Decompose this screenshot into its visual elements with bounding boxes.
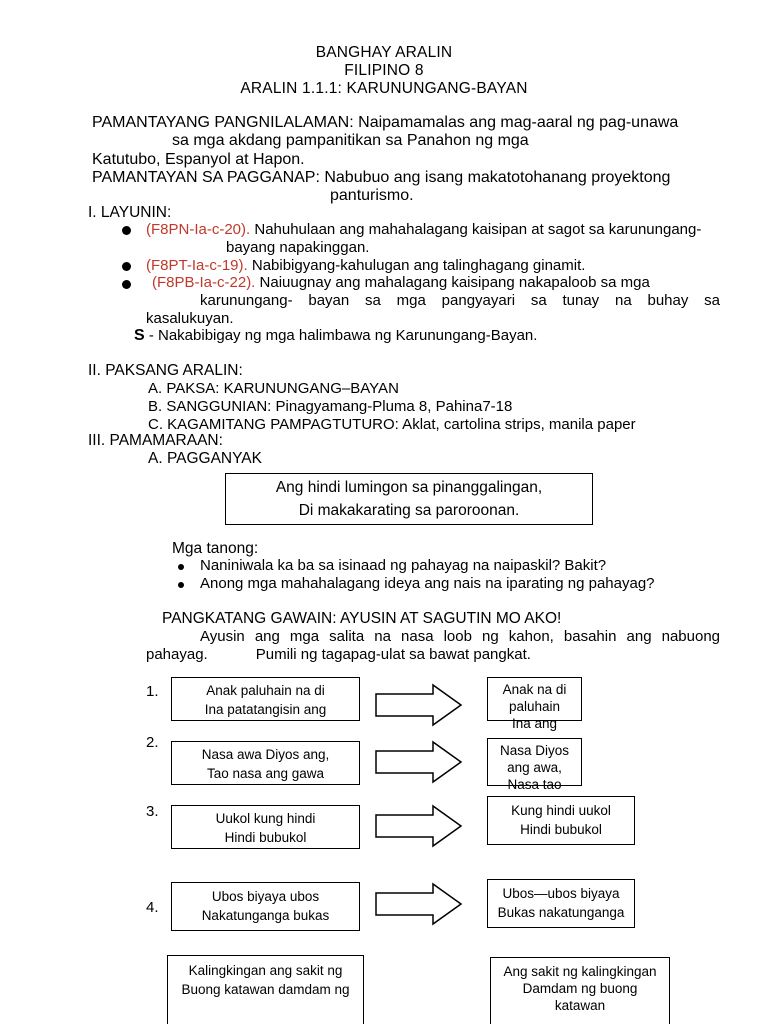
activity-instruction-line2 (146, 646, 531, 663)
objective-s (134, 327, 537, 345)
row-5-scrambled-box (167, 955, 364, 1024)
row-4-answer-box (487, 879, 635, 928)
row-3-scrambled-box (171, 805, 360, 849)
row-5-scrambled-line1: Kalingkingan ang sakit ng (188, 963, 343, 978)
row-3-answer-box (487, 796, 635, 845)
activity-instruction-part2: Pumili ng tagapag-ulat sa bawat pangkat. (255, 646, 531, 663)
row-5-answer-line2: Damdam ng buong (522, 981, 638, 996)
doc-lesson: ARALIN 1.1.1: KARUNUNGANG-BAYAN (240, 80, 528, 97)
activity-heading: PANGKATANG GAWAIN: AYUSIN AT SAGUTIN MO AKO! (162, 610, 562, 627)
row-5-answer-box (490, 957, 670, 1024)
row-3-answer-line2: Hindi bubukol (520, 822, 602, 837)
procedure-heading: III. PAMAMARAAN: (88, 432, 223, 449)
doc-title: BANGHAY ARALIN (315, 44, 453, 61)
subject-item-a: A. PAKSA: KARUNUNGANG–BAYAN (148, 380, 399, 397)
objective-3-text: Naiuugnay ang mahalagang kaisipang nakapaloob sa mga (255, 274, 650, 291)
subject-item-b: B. SANGGUNIAN: Pinagyamang-Pluma 8, Pahina7-18 (148, 398, 513, 415)
right-arrow-icon (375, 684, 463, 726)
quote-box (225, 473, 593, 525)
row-1-answer-line2: paluhain (508, 699, 561, 714)
quote-line2: Di makakarating sa paroroonan. (298, 502, 520, 519)
row-1-number: 1. (146, 683, 159, 700)
row-5-answer-line3: katawan (554, 998, 606, 1013)
row-2-answer-line2: ang awa, (507, 760, 562, 775)
row-4-number: 4. (146, 899, 159, 916)
row-1-scrambled-line1: Anak paluhain na di (206, 683, 325, 698)
performance-standard-label: PAMANTAYAN SA PAGGANAP: (92, 169, 320, 186)
row-2-number: 2. (146, 734, 159, 751)
row-2-answer-line1: Nasa Diyos (499, 743, 570, 758)
right-arrow-icon (375, 805, 463, 847)
bullet-icon (178, 564, 184, 570)
quote-line1: Ang hindi lumingon sa pinanggalingan, (275, 479, 543, 496)
objective-3-line1 (152, 274, 650, 291)
row-5-scrambled-line2: Buong katawan damdam ng (181, 982, 350, 997)
row-3-scrambled-line2: Hindi bubukol (224, 830, 307, 845)
objectives-heading: I. LAYUNIN: (88, 204, 172, 221)
performance-standard-line2: panturismo. (330, 187, 414, 204)
objective-1-line2: bayang napakinggan. (226, 239, 370, 256)
objective-3-line3: kasalukuyan. (146, 310, 234, 327)
row-3-number: 3. (146, 803, 159, 820)
row-4-answer-line2: Bukas nakatunganga (497, 905, 625, 920)
objective-2-text: Nabibigyang-kahulugan ang talinghagang ginamit. (247, 257, 586, 274)
objective-2-line1 (146, 257, 585, 274)
row-5-answer-line1: Ang sakit ng kalingkingan (503, 964, 657, 979)
bullet-icon (122, 226, 131, 235)
bullet-icon (122, 262, 131, 271)
content-standard-label: PAMANTAYANG PANGNILALAMAN: (92, 114, 354, 131)
row-1-answer-line3: Ina ang (511, 716, 558, 731)
subject-heading: II. PAKSANG ARALIN: (88, 362, 243, 379)
row-2-scrambled-line2: Tao nasa ang gawa (206, 766, 325, 781)
row-1-scrambled-box (171, 677, 360, 721)
row-2-answer-box (487, 738, 582, 792)
row-1-answer-box (487, 677, 582, 731)
objective-1-line1 (146, 221, 701, 238)
activity-instruction-part1: pahayag. (146, 646, 208, 663)
content-standard-line2: sa mga akdang pampanitikan sa Panahon ng mga (172, 132, 529, 149)
questions-label: Mga tanong: (172, 540, 259, 557)
row-4-scrambled-line2: Nakatunganga bukas (201, 908, 330, 923)
content-standard-line1 (92, 114, 678, 132)
objective-s-label: S (134, 327, 145, 344)
objective-1-code: (F8PN-Ia-c-20). (146, 221, 251, 238)
content-standard-text: Naipamamalas ang mag-aaral ng pag-unawa (353, 114, 679, 131)
objective-2-code: (F8PT-Ia-c-19). (146, 257, 248, 274)
right-arrow-icon (375, 883, 463, 925)
right-arrow-icon (375, 741, 463, 783)
procedure-sub-a: A. PAGGANYAK (148, 450, 262, 467)
objective-1-text: Nahuhulaan ang mahahalagang kaisipan at sagot sa karunungang- (250, 221, 702, 238)
row-1-answer-line1: Anak na di (502, 682, 567, 697)
bullet-icon (178, 582, 184, 588)
performance-standard-line1 (92, 169, 670, 187)
row-3-answer-line1: Kung hindi uukol (511, 803, 611, 818)
bullet-icon (122, 280, 131, 289)
subject-item-c: C. KAGAMITANG PAMPAGTUTURO: Aklat, cartolina strips, manila paper (148, 416, 636, 433)
row-1-scrambled-line2: Ina patatangisin ang (204, 702, 327, 717)
row-4-scrambled-box (171, 882, 360, 931)
row-3-scrambled-line1: Uukol kung hindi (215, 811, 316, 826)
question-2: Anong mga mahahalagang ideya ang nais na iparating ng pahayag? (200, 575, 655, 592)
objective-3-line2: karunungang- bayan sa mga pangyayari sa tunay na buhay sa (200, 292, 720, 309)
question-1: Naniniwala ka ba sa isinaad ng pahayag na naipaskil? Bakit? (200, 557, 607, 574)
row-4-answer-line1: Ubos—ubos biyaya (502, 886, 620, 901)
objective-3-code: (F8PB-Ia-c-22). (152, 274, 256, 291)
performance-standard-text: Nabubuo ang isang makatotohanang proyektong (319, 169, 671, 186)
doc-subject: FILIPINO 8 (344, 62, 424, 79)
objective-s-text: - Nakabibigay ng mga halimbawa ng Karunungang-Bayan. (144, 327, 538, 344)
row-4-scrambled-line1: Ubos biyaya ubos (211, 889, 320, 904)
activity-instruction-line1: Ayusin ang mga salita na nasa loob ng kahon, basahin ang nabuong (200, 628, 720, 645)
row-2-answer-line3: Nasa tao (507, 777, 562, 792)
content-standard-line3: Katutubo, Espanyol at Hapon. (92, 151, 305, 168)
row-2-scrambled-line1: Nasa awa Diyos ang, (201, 747, 330, 762)
row-2-scrambled-box (171, 741, 360, 785)
